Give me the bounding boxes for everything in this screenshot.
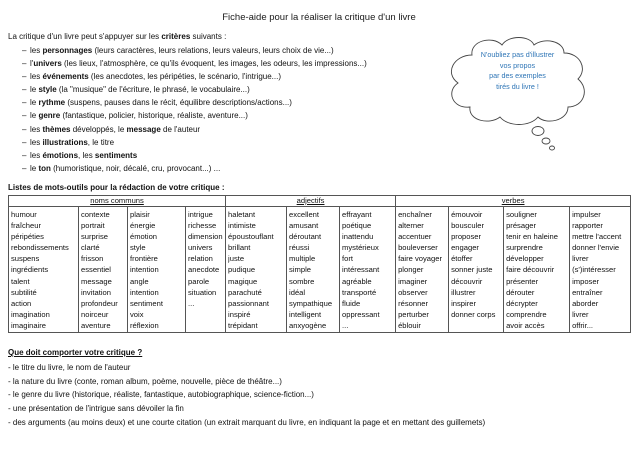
criteria-keyword: événements — [42, 72, 89, 82]
word-item: inspirer — [451, 298, 476, 308]
word-item: époustouflant — [228, 232, 274, 242]
word-column — [226, 207, 287, 333]
dash-bullet: – — [22, 163, 27, 173]
bubble-line: tirés du livre ! — [496, 81, 539, 91]
word-item: engager — [451, 243, 479, 253]
word-item: juste — [228, 254, 245, 264]
criteria-text: (suspens, pauses dans le récit, équilibre descriptions/actions...) — [65, 98, 292, 108]
criteria-item — [8, 149, 367, 162]
word-item: trépidant — [228, 320, 258, 330]
word-item: plaisir — [130, 210, 150, 219]
word-item: intelligent — [289, 309, 322, 319]
word-item: inspiré — [228, 309, 251, 319]
word-column — [396, 207, 449, 333]
word-item: péripéties — [11, 232, 44, 242]
word-item: décrypter — [506, 298, 538, 308]
criteria-keyword: personnages — [42, 46, 93, 55]
word-item: illustrer — [451, 287, 476, 297]
word-item: message — [81, 276, 112, 286]
word-item: donner l'envie — [572, 243, 620, 253]
word-item: voix — [130, 309, 144, 319]
word-item: fluide — [342, 298, 361, 308]
word-item: bouleverser — [398, 243, 438, 253]
word-item: brillant — [228, 243, 251, 253]
word-item: alterner — [398, 221, 424, 231]
word-item: livrer — [572, 309, 589, 319]
word-column — [449, 207, 504, 333]
criteria-item — [8, 162, 367, 175]
word-item: fort — [342, 254, 354, 264]
word-table — [8, 195, 631, 333]
word-item: intéressant — [342, 265, 380, 275]
word-item: sympathique — [289, 298, 333, 308]
word-item: (s')intéresser — [572, 265, 616, 275]
word-item: frisson — [81, 254, 104, 264]
word-item: aborder — [572, 298, 599, 308]
criteria-keyword: illustrations — [42, 137, 88, 147]
word-item — [188, 320, 223, 331]
word-item: poétique — [342, 221, 372, 231]
criteria-text: les — [30, 150, 43, 160]
word-item: invitation — [81, 287, 111, 297]
word-item: enchaîner — [398, 210, 432, 219]
word-item: observer — [398, 287, 428, 297]
word-item: sonner juste — [451, 265, 493, 275]
criteria-keyword: genre — [38, 111, 61, 121]
word-item: avoir accès — [506, 320, 545, 330]
word-item: imaginer — [398, 276, 428, 286]
word-item: agréable — [342, 276, 372, 286]
criteria-keyword: thèmes — [42, 124, 71, 134]
word-item: faire voyager — [398, 254, 442, 264]
bubble-line: par des exemples — [489, 71, 546, 80]
word-item: contexte — [81, 210, 110, 219]
word-item: haletant — [228, 210, 256, 219]
word-item: impulser — [572, 210, 601, 219]
word-item: offrir... — [572, 320, 594, 330]
word-item: relation — [188, 254, 213, 264]
criteria-text: les — [30, 46, 43, 55]
word-column — [287, 207, 340, 333]
word-item: émotion — [130, 232, 158, 242]
word-item: livrer — [572, 254, 589, 264]
criteria-text: les — [30, 72, 43, 82]
word-item: transporté — [342, 287, 377, 297]
word-item: intention — [130, 287, 159, 297]
criteria-keyword: émotions — [42, 150, 79, 160]
word-item: aventure — [81, 320, 111, 330]
word-item: mystérieux — [342, 243, 379, 253]
word-item: excellent — [289, 210, 320, 219]
criteria-keyword: message — [126, 124, 161, 134]
criteria-item — [8, 109, 367, 122]
word-item: intrigue — [188, 210, 213, 219]
question-item: - le genre du livre (historique, réaliste, fantastique, autobiographique, science-fiction...) — [8, 390, 314, 400]
word-item: essentiel — [81, 265, 111, 275]
word-item: émouvoir — [451, 210, 483, 219]
word-item — [451, 320, 501, 331]
criteria-item — [8, 44, 367, 57]
word-item: passionnant — [228, 298, 270, 308]
word-item: tenir en haleine — [506, 232, 559, 242]
word-item: dimension — [188, 232, 223, 242]
word-item: angle — [130, 276, 149, 286]
criteria-text: développés, le — [70, 124, 127, 134]
word-item — [188, 309, 223, 320]
word-column — [570, 207, 631, 333]
word-item: surprise — [81, 232, 109, 242]
questions-title: Que doit comporter votre critique ? — [8, 348, 143, 357]
criteria-text: (leurs caractères, leurs relations, leurs valeurs, leurs choix de vie...) — [92, 46, 334, 55]
dash-bullet: – — [22, 124, 27, 134]
word-item: plonger — [398, 265, 424, 275]
word-item: parole — [188, 276, 210, 286]
word-item: entraîner — [572, 287, 603, 297]
word-item: ingrédients — [11, 265, 49, 275]
word-column — [9, 207, 79, 333]
word-item: simple — [289, 265, 311, 275]
criteria-item — [8, 136, 367, 149]
word-item: énergie — [130, 221, 156, 231]
criteria-text: (fantastique, policier, historique, réaliste, aventure...) — [60, 111, 248, 121]
word-column — [504, 207, 570, 333]
dash-bullet: – — [22, 72, 27, 82]
criteria-text: , les — [78, 150, 95, 160]
question-item: - la nature du livre (conte, roman album, poème, nouvelle, pièce de théâtre...) — [8, 376, 282, 386]
word-item: présenter — [506, 276, 539, 286]
word-item: noirceur — [81, 309, 109, 319]
word-item: accentuer — [398, 232, 432, 242]
word-item: ... — [342, 320, 349, 330]
word-item: intention — [130, 265, 159, 275]
criteria-text: le — [30, 163, 39, 173]
word-item: multiple — [289, 254, 316, 264]
intro-before: La critique d'un livre peut s'appuyer sur les — [8, 32, 162, 41]
word-item: dérouter — [506, 287, 535, 297]
word-item: inattendu — [342, 232, 374, 242]
word-item: anxyogène — [289, 320, 327, 330]
word-item: bousculer — [451, 221, 485, 231]
word-item: style — [130, 243, 146, 253]
word-item: comprendre — [506, 309, 547, 319]
word-item: développer — [506, 254, 544, 264]
word-item: surprendre — [506, 243, 543, 253]
criteria-text: les — [30, 137, 43, 147]
word-item: ... — [188, 298, 195, 308]
word-item: situation — [188, 287, 217, 297]
word-item: présager — [506, 221, 537, 231]
dash-bullet: – — [22, 85, 27, 95]
word-item: frontière — [130, 254, 158, 264]
criteria-text: l' — [30, 59, 34, 69]
word-item: étoffer — [451, 254, 473, 264]
header-nouns: noms communs — [9, 196, 226, 207]
word-item: richesse — [188, 221, 217, 231]
criteria-text: (la "musique" de l'écriture, le phrasé, le vocabulaire...) — [56, 85, 250, 95]
word-item: clarté — [81, 243, 100, 253]
word-item: souligner — [506, 210, 537, 219]
word-item: rebondissements — [11, 243, 69, 253]
word-item: humour — [11, 210, 37, 219]
word-item: profondeur — [81, 298, 118, 308]
word-item: mettre l'accent — [572, 232, 622, 242]
intro-bold: critères — [161, 32, 191, 41]
criteria-item — [8, 57, 367, 70]
header-verbs: verbes — [396, 196, 631, 207]
criteria-keyword: ton — [38, 163, 51, 173]
word-item: imagination — [11, 309, 50, 319]
word-item: idéal — [289, 287, 306, 297]
intro-after: suivants : — [190, 32, 227, 41]
criteria-text: (humoristique, noir, décalé, cru, provocant...) ... — [50, 163, 221, 173]
word-item: sentiment — [130, 298, 163, 308]
word-column — [128, 207, 186, 333]
criteria-keyword: univers — [33, 59, 62, 69]
word-columns-row — [9, 207, 631, 333]
word-item: déroutant — [289, 232, 322, 242]
criteria-keyword: style — [38, 85, 57, 95]
dash-bullet: – — [22, 46, 27, 55]
word-item: proposer — [451, 232, 482, 242]
criteria-text: de l'auteur — [160, 124, 201, 134]
question-item: - des arguments (au moins deux) et une courte citation (un extrait marquant du livre, en indiquant la page et en mettant des guillemets) — [8, 417, 486, 427]
dash-bullet: – — [22, 150, 27, 160]
question-item: - une présentation de l'intrigue sans dévoiler la fin — [8, 404, 184, 414]
word-item: magique — [228, 276, 258, 286]
dash-bullet: – — [22, 111, 27, 121]
criteria-text: les — [30, 124, 43, 134]
word-item: univers — [188, 243, 213, 253]
word-item: découvrir — [451, 276, 483, 286]
word-item: parachuté — [228, 287, 262, 297]
criteria-item — [8, 123, 367, 136]
word-item: rapporter — [572, 221, 603, 231]
bubble-line: vos propos — [499, 60, 536, 70]
word-item: oppressant — [342, 309, 380, 319]
word-column — [186, 207, 226, 333]
word-item: éblouir — [398, 320, 421, 330]
criteria-item — [8, 70, 367, 83]
criteria-text: (les anecdotes, les péripéties, le scénario, l'intrigue...) — [88, 72, 281, 82]
dash-bullet: – — [22, 59, 27, 69]
word-item: réflexion — [130, 320, 159, 330]
criteria-text: le — [30, 98, 39, 108]
word-column — [340, 207, 396, 333]
dash-bullet: – — [22, 98, 27, 108]
word-item: intimiste — [228, 221, 256, 231]
word-item: réussi — [289, 243, 310, 253]
question-item: - le titre du livre, le nom de l'auteur — [8, 363, 131, 372]
word-item: suspens — [11, 254, 40, 264]
bubble-text — [455, 50, 580, 92]
word-item: subtilité — [11, 287, 37, 297]
dash-bullet: – — [22, 137, 27, 147]
bubble-line: N'oubliez pas d'illustrer — [480, 50, 555, 59]
criteria-item — [8, 96, 367, 109]
word-item: donner corps — [451, 309, 496, 319]
criteria-keyword: rythme — [38, 98, 66, 108]
word-lists-title: Listes de mots-outils pour la rédaction de votre critique : — [8, 183, 225, 192]
word-item: pudique — [228, 265, 256, 275]
word-item: perturber — [398, 309, 429, 319]
word-item: imposer — [572, 276, 600, 286]
word-column — [79, 207, 128, 333]
header-adjectives: adjectifs — [226, 196, 396, 207]
word-item: sombre — [289, 276, 315, 286]
word-item: anecdote — [188, 265, 220, 275]
criteria-keyword: sentiments — [94, 150, 138, 160]
word-item: fraîcheur — [11, 221, 41, 231]
word-item: amusant — [289, 221, 319, 231]
criteria-text: (les lieux, l'atmosphère, ce qu'ils évoquent, les images, les odeurs, les impressions...) — [61, 59, 367, 69]
word-item: portrait — [81, 221, 105, 231]
questions-list — [8, 361, 485, 429]
word-item: effrayant — [342, 210, 372, 219]
criteria-text: , le titre — [87, 137, 115, 147]
word-item: faire découvrir — [506, 265, 555, 275]
word-item: imaginaire — [11, 320, 47, 330]
criteria-text: le — [30, 111, 39, 121]
criteria-text: le — [30, 85, 39, 95]
intro-sentence — [8, 32, 226, 41]
criteria-list — [8, 44, 367, 175]
word-item: résonner — [398, 298, 429, 308]
word-item: talent — [11, 276, 30, 286]
criteria-item — [8, 83, 367, 96]
page-title: Fiche-aide pour la réaliser la critique d'un livre — [222, 12, 416, 23]
word-item: action — [11, 298, 32, 308]
